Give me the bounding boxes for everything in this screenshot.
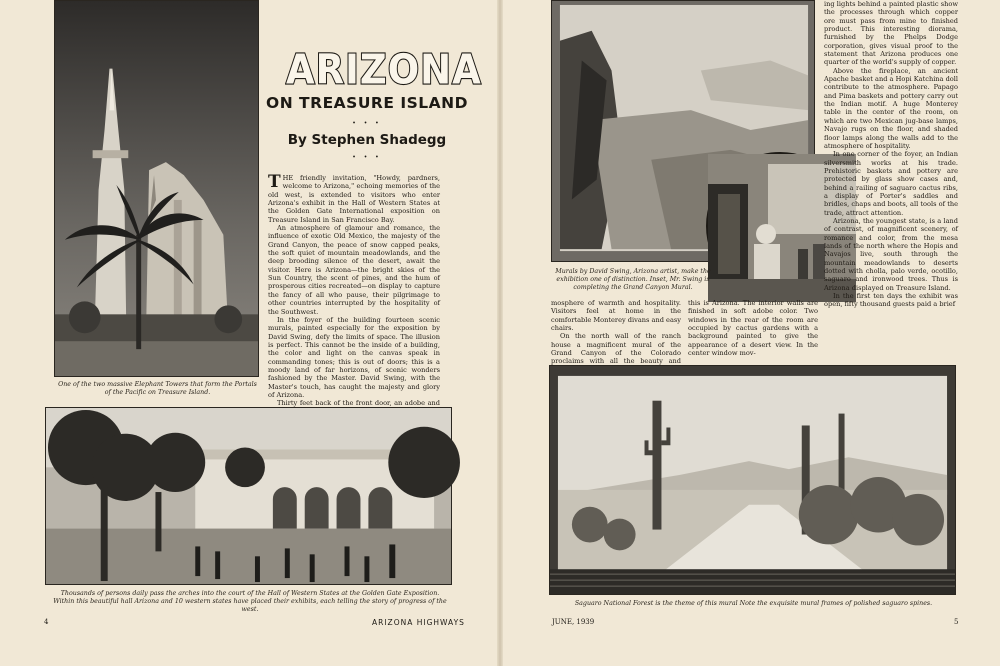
- paragraph: Above the fireplace, an ancient Apache basket and a Hopi Katchina doll contribute to the atmosphere. Papago and Pima baskets and pottery carry out the Indian motif. A huge Monterey table in the center of the room, on which are two Mexican jug-base lamps, Navajo rugs on the floor, and shaded floor lamps along the walls add to the atmosphere of hospitality.: [824, 66, 958, 150]
- elephant-tower-photo: [54, 0, 259, 377]
- left-text-column: [268, 172, 440, 408]
- article-title: ARIZONA: [286, 45, 482, 94]
- caption-hall-court: Thousands of persons daily pass the arches into the court of the Hall of Western States at the Golden Gate Exposition. Within this beautiful hall Arizona and 10 western states have placed their exhibits, each telling the story of progress of the west.: [53, 590, 447, 614]
- caption-saguaro-mural: Saguaro National Forest is the theme of this mural Note the exquisite mural frames of polished saguaro spines.: [574, 600, 933, 607]
- paragraph: In the foyer of the building fourteen scenic murals, painted especially for the exposition by David Swing, defy the limits of space. The illusion is perfect. This cannot be the inside of a building, the color and light on the canvas speak in commanding tones; this is out of doors; this is a moody land of far horizons, of scenic wonders fashioned by the Master. David Swing, with the Master's touch, has caught the majesty and glory of Arizona.: [268, 315, 440, 399]
- page-number-left: 4: [44, 618, 49, 626]
- ornament-divider: • • •: [352, 154, 382, 161]
- paragraph: ing lights behind a painted plastic show the processes through which copper ore must pass from mine to finished product. This interesting diorama, furnished by the Phelps Dodge corporation, gives visual proof to the statement that Arizona produces one quarter of the world's supply of copper.: [824, 0, 958, 67]
- paragraph: Arizona, the youngest state, is a land of contrast, of magnificent scenery, of romance and color, from the mesa lands of the north where the Hopis and Navajos live, south through the mountain meadowlands to deserts dotted with cholla, palo verde, ocotillo, saguaro and ironwood trees. Thus is Arizona displayed on Treasure Island.: [824, 216, 958, 292]
- paragraph: On the north wall of the ranch house a magnificent mural of the Grand Canyon of the Colorado proclaims with all the beauty and: [551, 332, 681, 366]
- right-text-column-2: [688, 299, 818, 361]
- paragraph: this is Arizona. The interior walls are finished in soft adobe color. Two windows in the rear of the room are occupied by cactus gardens with a background painted to give the appearance of a desert view. In the center window mov-: [688, 299, 818, 358]
- article-subtitle: ON TREASURE ISLAND: [266, 94, 468, 112]
- issue-date: JUNE, 1939: [552, 618, 595, 626]
- paragraph: In one corner of the foyer, an Indian silversmith works at his trade. Prehistoric baskets and pottery are protected by glass show cases and, behind a railing of saguaro cactus ribs, a display of Porter's saddles and bridles, chaps and boots, all tools of the trade, attract attention.: [824, 150, 958, 217]
- page-gutter: [497, 0, 503, 666]
- caption-elephant-tower: One of the two massive Elephant Towers that form the Portals of the Pacific on Treasure Island.: [58, 381, 257, 397]
- paragraph: Thirty feet back of the front door, an adobe and: [277, 399, 440, 408]
- saguaro-mural-photo: [549, 365, 956, 595]
- right-text-column-3: [824, 0, 958, 362]
- ornament-divider: • • •: [352, 120, 382, 127]
- hall-of-western-states-photo: [45, 407, 452, 585]
- drop-cap: T: [268, 172, 281, 192]
- magazine-name: ARIZONA HIGHWAYS: [372, 618, 465, 627]
- right-text-column-1: [551, 299, 681, 366]
- paragraph: HE friendly invitation, "Howdy, pardners, welcome to Arizona," echoing memories of the old west, is extended to visitors who enter Arizona's exhibit in the Hall of Western States at the Golden Gate International exposition on Treasure Island in San Francisco Bay.: [268, 174, 440, 224]
- page-number-right: 5: [954, 618, 959, 626]
- paragraph: mosphere of warmth and hospitality. Visitors feel at home in the comfortable Monterey divans and easy chairs.: [551, 299, 681, 333]
- paragraph: An atmosphere of glamour and romance, the influence of exotic Old Mexico, the majesty of the Grand Canyon, the peace of snow capped peaks, the soft quiet of mountain meadowlands, and the deep brooding silence of the desert, await the visitor. Here is Arizona—the bright skies of the Sun Country, the scent of pines, and the hum of prosperous cities recreated—on display to capture the fancy of all who pause, their pilgrimage to other countries interrupted by the hospitality of the Southwest.: [268, 224, 440, 316]
- caption-murals: Murals by David Swing, Arizona artist, make the exhibition one of distinction. Inset, Mr. Swing is completing the Grand Canyon Mural.: [555, 268, 711, 292]
- paragraph: In the first ten days the exhibit was open, fifty thousand guests paid a brief: [824, 292, 958, 309]
- article-byline: By Stephen Shadegg: [287, 132, 447, 148]
